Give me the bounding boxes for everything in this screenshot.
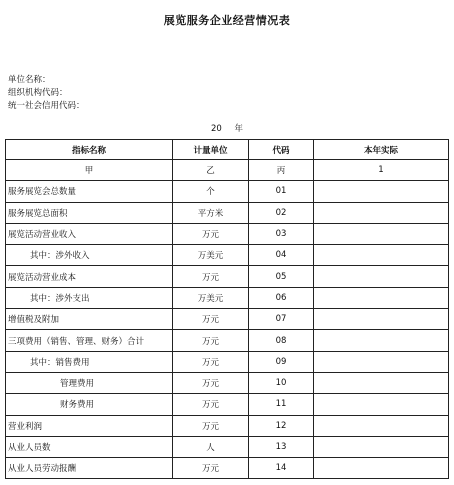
value-cell[interactable] xyxy=(314,351,449,372)
org-code-label: 组织机构代码： xyxy=(8,88,68,98)
table-row xyxy=(6,415,449,436)
value-cell[interactable] xyxy=(314,372,449,393)
value-cell[interactable] xyxy=(314,223,449,244)
code-cell: 14 xyxy=(249,458,314,479)
indicator-name: 增值税及附加 xyxy=(6,309,173,330)
code-cell: 10 xyxy=(249,372,314,393)
indicator-name: 服务展览会总数量 xyxy=(6,181,173,202)
subheader-cell: 乙 xyxy=(173,160,249,181)
unit-cell: 万元 xyxy=(173,266,249,287)
value-cell[interactable] xyxy=(314,309,449,330)
code-cell: 07 xyxy=(249,309,314,330)
subheader-cell: 1 xyxy=(314,160,449,181)
indicator-name: 从业人员数 xyxy=(6,436,173,457)
table-row xyxy=(6,394,449,415)
indicator-name: 其中：涉外支出 xyxy=(6,287,173,308)
header-unit: 计量单位 xyxy=(173,140,249,160)
subheader-cell: 丙 xyxy=(249,160,314,181)
code-cell: 13 xyxy=(249,436,314,457)
code-cell: 11 xyxy=(249,394,314,415)
code-cell: 04 xyxy=(249,245,314,266)
table-row xyxy=(6,202,449,223)
unit-cell: 万元 xyxy=(173,330,249,351)
subheader-cell: 甲 xyxy=(6,160,173,181)
value-cell[interactable] xyxy=(314,266,449,287)
code-cell: 08 xyxy=(249,330,314,351)
value-cell[interactable] xyxy=(314,330,449,351)
table-row xyxy=(6,245,449,266)
code-cell: 05 xyxy=(249,266,314,287)
indicator-name: 营业利润 xyxy=(6,415,173,436)
code-cell: 01 xyxy=(249,181,314,202)
report-table xyxy=(5,139,449,479)
unit-cell: 个 xyxy=(173,181,249,202)
indicator-name: 展览活动营业收入 xyxy=(6,223,173,244)
header-actual: 本年实际 xyxy=(314,140,449,160)
table-row xyxy=(6,181,449,202)
unit-cell: 人 xyxy=(173,436,249,457)
year-suffix: 年 xyxy=(234,124,244,134)
indicator-name: 管理费用 xyxy=(6,372,173,393)
value-cell[interactable] xyxy=(314,287,449,308)
indicator-name: 其中：销售费用 xyxy=(6,351,173,372)
table-row xyxy=(6,309,449,330)
unit-cell: 万元 xyxy=(173,351,249,372)
table-row xyxy=(6,223,449,244)
indicator-name: 财务费用 xyxy=(6,394,173,415)
value-cell[interactable] xyxy=(314,202,449,223)
header-code: 代码 xyxy=(249,140,314,160)
unit-cell: 平方米 xyxy=(173,202,249,223)
indicator-name: 从业人员劳动报酬 xyxy=(6,458,173,479)
unit-cell: 万美元 xyxy=(173,287,249,308)
report-year xyxy=(0,122,454,134)
table-subheader-row xyxy=(6,160,449,181)
table-row xyxy=(6,351,449,372)
code-cell: 03 xyxy=(249,223,314,244)
unit-name-label: 单位名称： xyxy=(8,75,51,85)
code-cell: 06 xyxy=(249,287,314,308)
unit-cell: 万元 xyxy=(173,458,249,479)
unit-cell: 万元 xyxy=(173,309,249,330)
unit-cell: 万元 xyxy=(173,372,249,393)
header-indicator-name: 指标名称 xyxy=(6,140,173,160)
unit-cell: 万美元 xyxy=(173,245,249,266)
code-cell: 09 xyxy=(249,351,314,372)
table-row xyxy=(6,436,449,457)
unit-cell: 万元 xyxy=(173,394,249,415)
value-cell[interactable] xyxy=(314,436,449,457)
indicator-name: 其中：涉外收入 xyxy=(6,245,173,266)
indicator-name: 服务展览总面积 xyxy=(6,202,173,223)
code-cell: 02 xyxy=(249,202,314,223)
table-header-row xyxy=(6,140,449,160)
value-cell[interactable] xyxy=(314,181,449,202)
indicator-name: 展览活动营业成本 xyxy=(6,266,173,287)
table-row xyxy=(6,266,449,287)
table-row xyxy=(6,458,449,479)
indicator-name: 三项费用（销售、管理、财务）合计 xyxy=(6,330,173,351)
value-cell[interactable] xyxy=(314,458,449,479)
table-row xyxy=(6,330,449,351)
value-cell[interactable] xyxy=(314,245,449,266)
page-title: 展览服务企业经营情况表 xyxy=(163,14,291,27)
code-cell: 12 xyxy=(249,415,314,436)
unit-cell: 万元 xyxy=(173,415,249,436)
unit-cell: 万元 xyxy=(173,223,249,244)
value-cell[interactable] xyxy=(314,415,449,436)
value-cell[interactable] xyxy=(314,394,449,415)
table-row xyxy=(6,372,449,393)
year-prefix: 20 xyxy=(210,124,222,134)
table-row xyxy=(6,287,449,308)
credit-code-label: 统一社会信用代码： xyxy=(8,101,85,111)
